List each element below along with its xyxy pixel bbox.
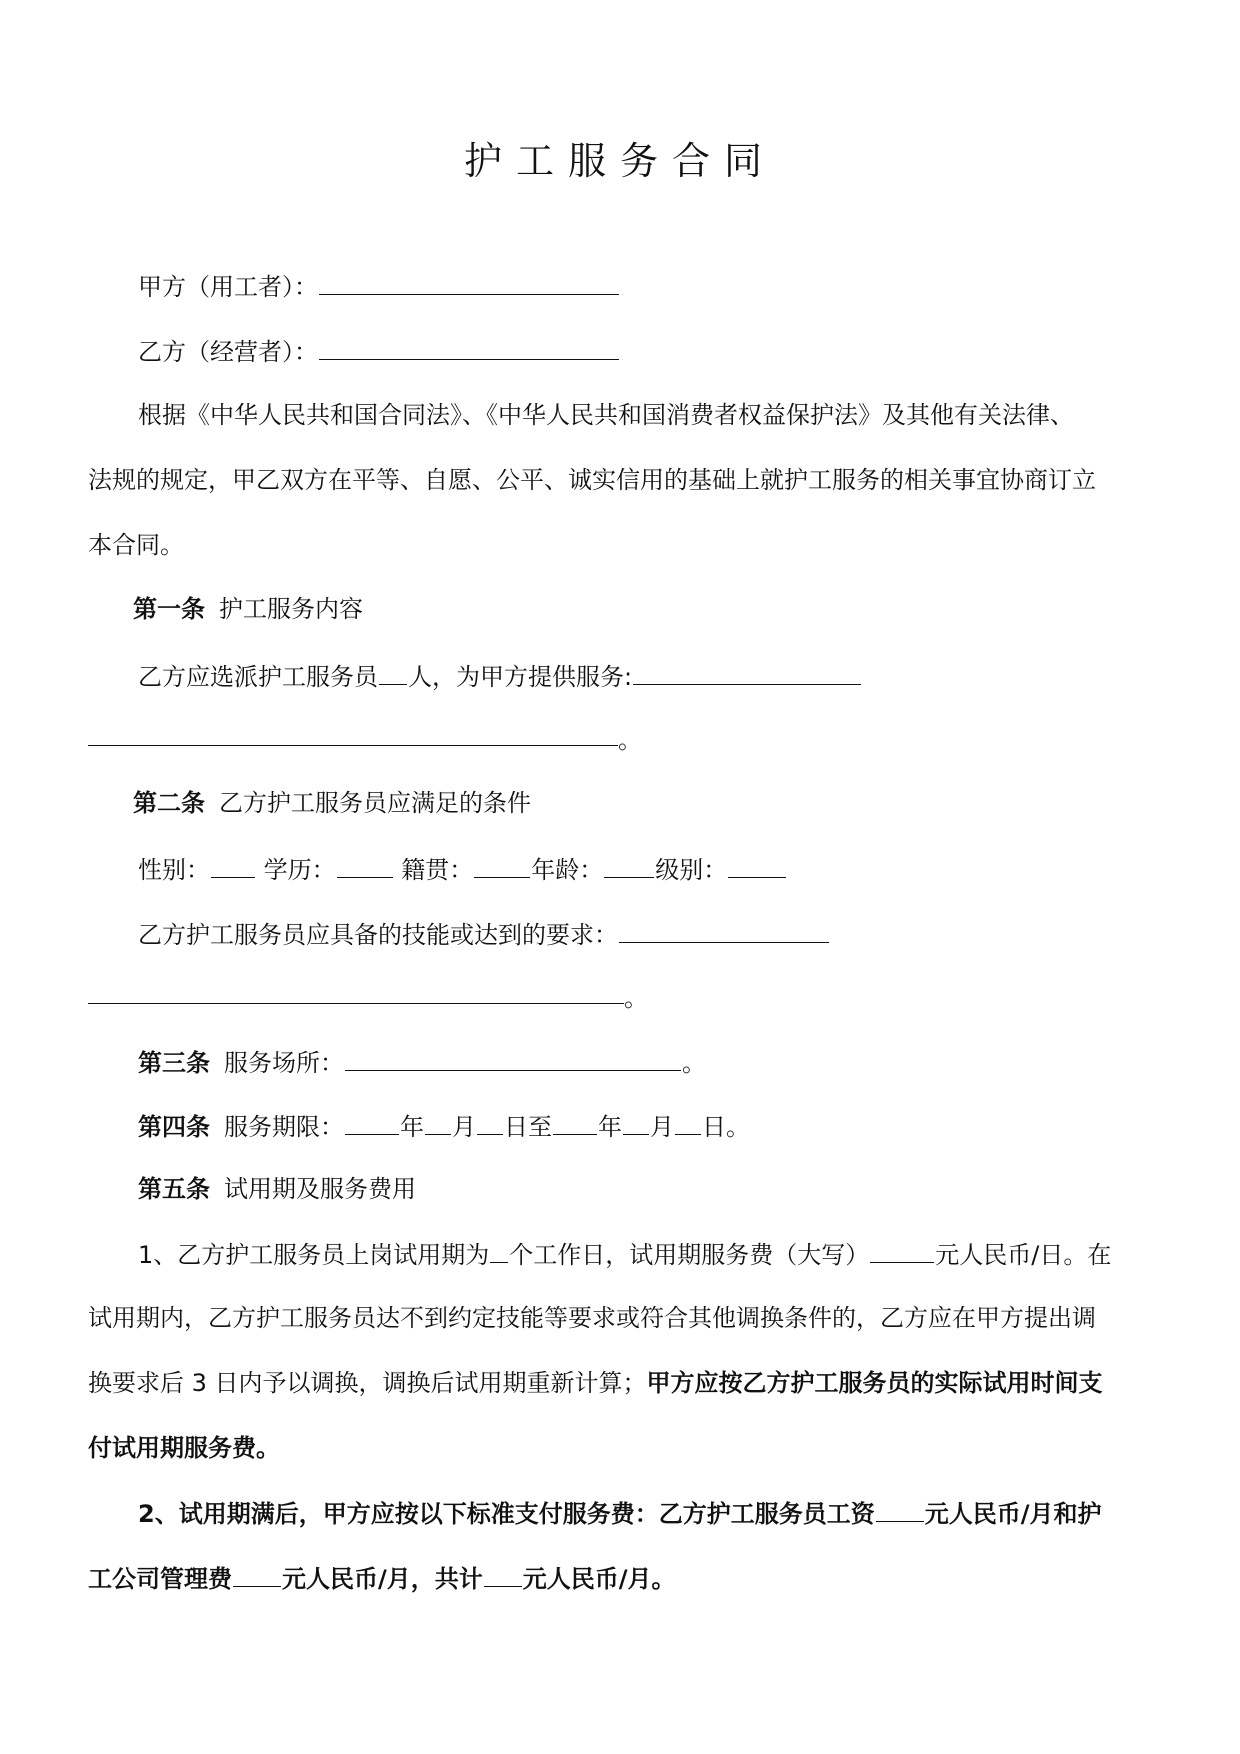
end-month-label: 月 (650, 1113, 674, 1141)
education-label: 学历： (263, 856, 336, 884)
probation-text-a: 1、乙方护工服务员上岗试用期为 (138, 1241, 490, 1269)
service-location-blank (345, 1046, 681, 1071)
article-2-attributes (138, 853, 787, 885)
native-place-label: 籍贯： (401, 856, 474, 884)
article-2-continuation-rule (88, 1003, 624, 1004)
article-3-end: 。 (682, 1049, 706, 1077)
end-day-blank (675, 1110, 701, 1135)
article-1-text-a: 乙方应选派护工服务员 (138, 663, 378, 691)
article-5-p1-line-3b: 甲方应按乙方护工服务员的实际试用时间支 (646, 1369, 1103, 1397)
fee-text-c: 工公司管理费 (88, 1565, 232, 1593)
article-1-count-blank (379, 660, 407, 685)
gender-blank (211, 853, 255, 878)
preamble-line-2: 法规的规定，甲乙双方在平等、自愿、公平、诚实信用的基础上就护工服务的相关事宜协商订立 (88, 466, 1096, 494)
article-2-end: 。 (624, 984, 648, 1012)
article-5-p1-line-2: 试用期内，乙方护工服务员达不到约定技能等要求或符合其他调换条件的，乙方应在甲方提出调 (88, 1304, 1096, 1332)
probation-text-b: 个工作日，试用期服务费（大写） (509, 1241, 870, 1269)
party-b-line (138, 335, 620, 367)
article-1-title: 第一条 (133, 595, 205, 623)
fee-text-b: 元人民币/月和护 (924, 1500, 1102, 1528)
management-fee-blank (233, 1562, 281, 1587)
article-4-text: 服务期限： (224, 1113, 344, 1141)
end-month-blank (623, 1110, 649, 1135)
level-blank (728, 853, 786, 878)
probation-fee-blank (870, 1238, 934, 1263)
end-year-label: 年 (598, 1113, 622, 1141)
article-4-line (138, 1110, 750, 1142)
fee-text-a: 2、试用期满后，甲方应按以下标准支付服务费：乙方护工服务员工资 (138, 1500, 875, 1528)
article-5-heading-text: 试用期及服务费用 (224, 1175, 416, 1203)
probation-text-c: 元人民币/日。在 (935, 1241, 1112, 1269)
article-5-p1-line-1 (138, 1238, 1111, 1270)
article-5-title: 第五条 (138, 1175, 210, 1203)
article-5-p2-line-2 (88, 1562, 676, 1594)
party-b-blank (319, 335, 619, 360)
article-5-p1-line-3a: 换要求后 3 日内予以调换，调换后试用期重新计算； (88, 1369, 647, 1397)
article-3-line (138, 1046, 706, 1078)
skills-blank (619, 918, 829, 943)
document-title: 护工服务合同 (463, 139, 776, 183)
party-a-blank (319, 270, 619, 295)
article-5-p2-line-1 (138, 1497, 1101, 1529)
total-fee-blank (484, 1562, 522, 1587)
party-a-label: 甲方（用工者）： (138, 273, 318, 301)
article-1-service-blank (633, 660, 861, 685)
education-blank (337, 853, 393, 878)
article-1-continuation-rule (88, 745, 618, 746)
article-1-end: 。 (618, 726, 642, 754)
article-1-heading-text: 护工服务内容 (219, 595, 363, 623)
probation-days-blank (490, 1238, 508, 1263)
start-day-blank (477, 1110, 503, 1135)
end-day-label: 日。 (702, 1113, 750, 1141)
preamble-line-3: 本合同。 (88, 531, 184, 559)
article-2-title: 第二条 (133, 789, 205, 817)
article-3-title: 第三条 (138, 1049, 210, 1077)
end-year-blank (553, 1110, 597, 1135)
start-month-blank (425, 1110, 451, 1135)
article-5-heading (138, 1174, 416, 1204)
party-a-line (138, 270, 620, 302)
gender-label: 性别： (138, 856, 210, 884)
article-1-text (138, 660, 862, 692)
preamble-line-1: 根据《中华人民共和国合同法》、《中华人民共和国消费者权益保护法》及其他有关法律、 (138, 401, 1074, 429)
fee-text-d: 元人民币/月，共计 (282, 1565, 483, 1593)
start-month-label: 月 (452, 1113, 476, 1141)
start-day-label: 日至 (504, 1113, 552, 1141)
skills-label: 乙方护工服务员应具备的技能或达到的要求： (138, 921, 618, 949)
start-year-label: 年 (400, 1113, 424, 1141)
article-4-title: 第四条 (138, 1113, 210, 1141)
age-label: 年龄： (531, 856, 604, 884)
party-b-label: 乙方（经营者）： (138, 338, 318, 366)
article-5-p1-line-3 (88, 1368, 1103, 1398)
article-2-heading (133, 788, 531, 818)
start-year-blank (345, 1110, 399, 1135)
article-5-p1-line-4: 付试用期服务费。 (88, 1434, 280, 1462)
article-1-text-b: 人，为甲方提供服务: (408, 663, 633, 691)
wage-blank (876, 1497, 924, 1522)
article-2-heading-text: 乙方护工服务员应满足的条件 (219, 789, 531, 817)
age-blank (604, 853, 654, 878)
native-place-blank (474, 853, 530, 878)
article-3-text: 服务场所： (224, 1049, 344, 1077)
level-label: 级别： (655, 856, 728, 884)
article-2-skills (138, 918, 830, 950)
article-1-heading (133, 594, 363, 624)
fee-text-e: 元人民币/月。 (522, 1565, 676, 1593)
